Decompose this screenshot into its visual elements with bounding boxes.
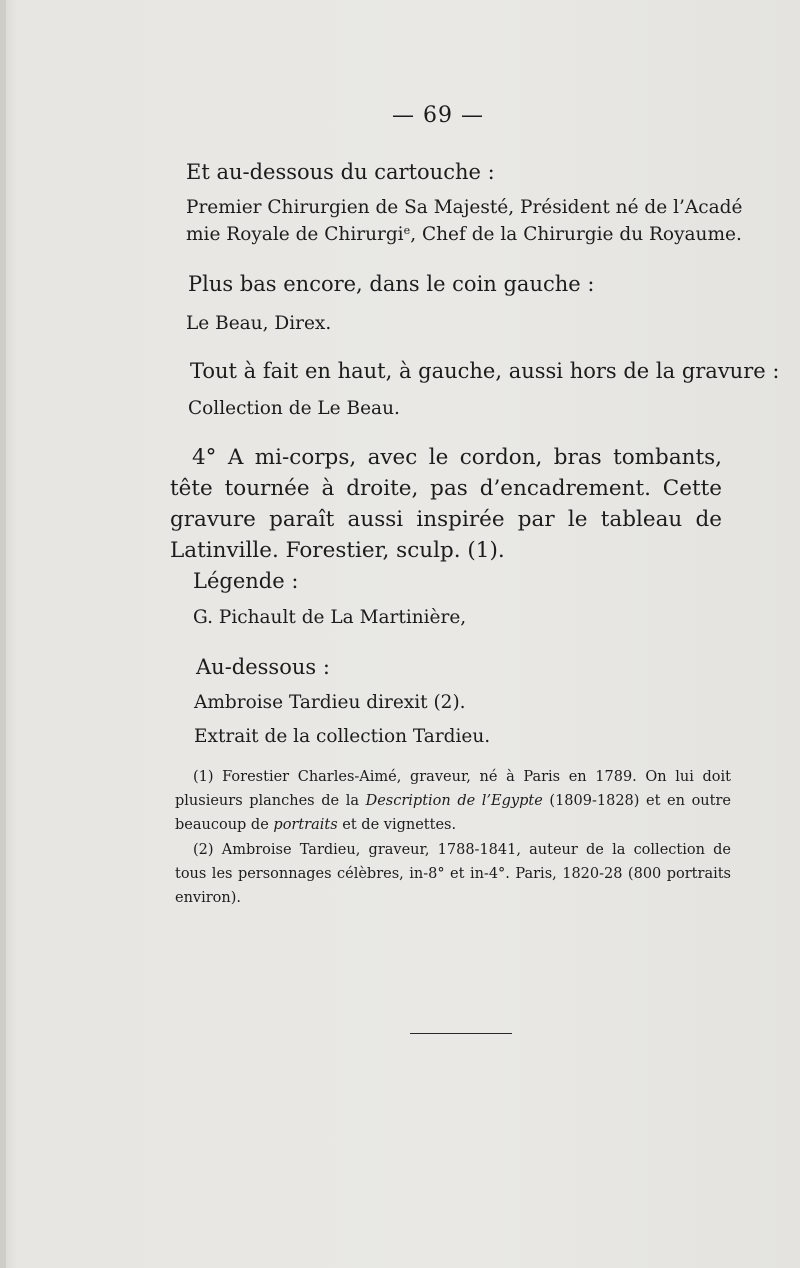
footnote-2: (2) Ambroise Tardieu, graveur, 1788-1841, auteur de la collection de tous les personnages célèbres, in-8° et in-4°. Paris, 1820-28 (800 portraits environ).: [175, 842, 731, 906]
caption-heading-lower-left: Plus bas encore, dans le coin gauche :: [188, 272, 595, 296]
inscription-line-1: Premier Chirurgien de Sa Majesté, Président né de l’Acadé: [186, 197, 743, 218]
inscription-extrait: Extrait de la collection Tardieu.: [194, 726, 491, 747]
caption-heading-legende: Légende :: [193, 569, 299, 593]
inscription-line-2: mie Royale de Chirurgi$^e$, Chef de la Chirurgie du Royaume.: [186, 223, 742, 245]
entry-paragraph-4: 4° A mi-corps, avec le cordon, bras tombants, tête tournée à droite, pas d’encadrement. Cette gravure paraît aussi inspirée par le tableau de Latinville. Forestier, sculp. (1).: [170, 445, 722, 563]
caption-heading-top-left: Tout à fait en haut, à gauche, aussi hors de la gravure :: [190, 359, 780, 383]
caption-heading-au-dessous: Au-dessous :: [196, 655, 330, 679]
inscription-le-beau: Le Beau, Direx.: [186, 313, 332, 334]
inscription-pichault: G. Pichault de La Martinière,: [193, 607, 467, 628]
caption-heading-cartouche: Et au-dessous du cartouche :: [186, 160, 495, 184]
footnote-1: (1) Forestier Charles-Aimé, graveur, né à Paris en 1789. On lui doit plusieurs planches de la Description de l’Egypte (1809-1828) et en outre beaucoup de portraits et de vignettes.: [175, 769, 731, 833]
inscription-tardieu: Ambroise Tardieu direxit (2).: [194, 692, 466, 713]
page-gutter-edge: [0, 0, 6, 1268]
page-number: — 69 —: [392, 103, 484, 128]
end-rule-divider: [410, 1033, 512, 1034]
inscription-collection: Collection de Le Beau.: [188, 398, 400, 419]
